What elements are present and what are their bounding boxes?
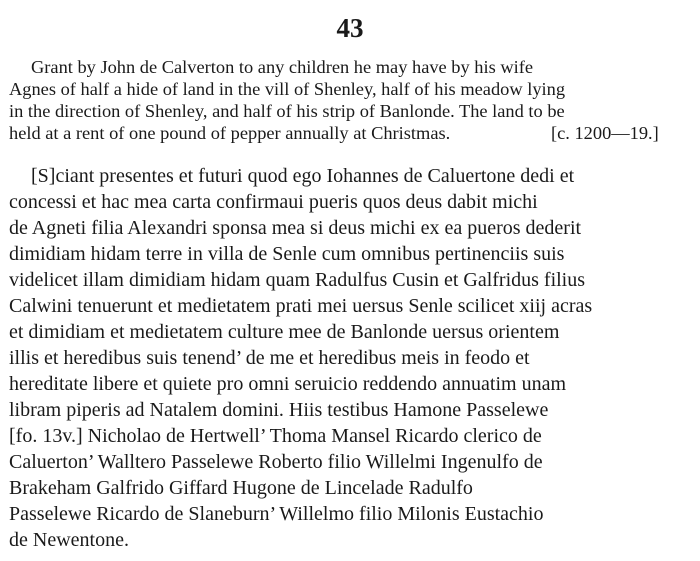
charter-line: Brakeham Galfrido Giffard Hugone de Lincelade Radulfo <box>9 477 473 499</box>
charter-line: [S]ciant presentes et futuri quod ego Iohannes de Caluertone dedi et <box>31 165 575 187</box>
charter-line: de Newentone. <box>9 529 129 551</box>
summary-line: in the direction of Shenley, and half of his strip of Banlonde. The land to be <box>9 101 565 121</box>
summary-line: Grant by John de Calverton to any children he may have by his wife <box>31 57 534 77</box>
charter-line: Calwini tenuerunt et medietatem prati mei uersus Senle scilicet xiij acras <box>9 295 593 317</box>
charter-line: libram piperis ad Natalem domini. Hiis testibus Hamone Passelewe <box>9 399 549 421</box>
summary-line: Agnes of half a hide of land in the vill of Shenley, half of his meadow lying <box>9 79 566 99</box>
charter-line: hereditate libere et quiete pro omni seruicio reddendo annuatim unam <box>9 373 567 395</box>
charter-line: concessi et hac mea carta confirmaui pueris quos deus dabit michi <box>9 191 538 213</box>
charter-line: dimidiam hidam terre in villa de Senle cum omnibus pertinenciis suis <box>9 243 565 265</box>
charter-line: Passelewe Ricardo de Slaneburn’ Willelmo filio Milonis Eustachio <box>9 503 544 525</box>
charter-line: [fo. 13v.] Nicholao de Hertwell’ Thoma Mansel Ricardo clerico de <box>9 425 542 447</box>
document-number: 43 <box>336 13 364 43</box>
charter-line: videlicet illam dimidiam hidam quam Radulfus Cusin et Galfridus filius <box>9 269 586 291</box>
charter-line: de Agneti filia Alexandri sponsa mea si deus michi ex ea pueros dederit <box>9 217 582 239</box>
summary-line: held at a rent of one pound of pepper annually at Christmas. <box>9 123 451 143</box>
charter-line: illis et heredibus suis tenend’ de me et heredibus meis in feodo et <box>9 347 530 369</box>
charter-line: et dimidiam et medietatem culture mee de Banlonde uersus orientem <box>9 321 560 343</box>
charter-line: Caluerton’ Walltero Passelewe Roberto filio Willelmi Ingenulfo de <box>9 451 543 473</box>
date-note: [c. 1200—19.] <box>551 123 659 143</box>
